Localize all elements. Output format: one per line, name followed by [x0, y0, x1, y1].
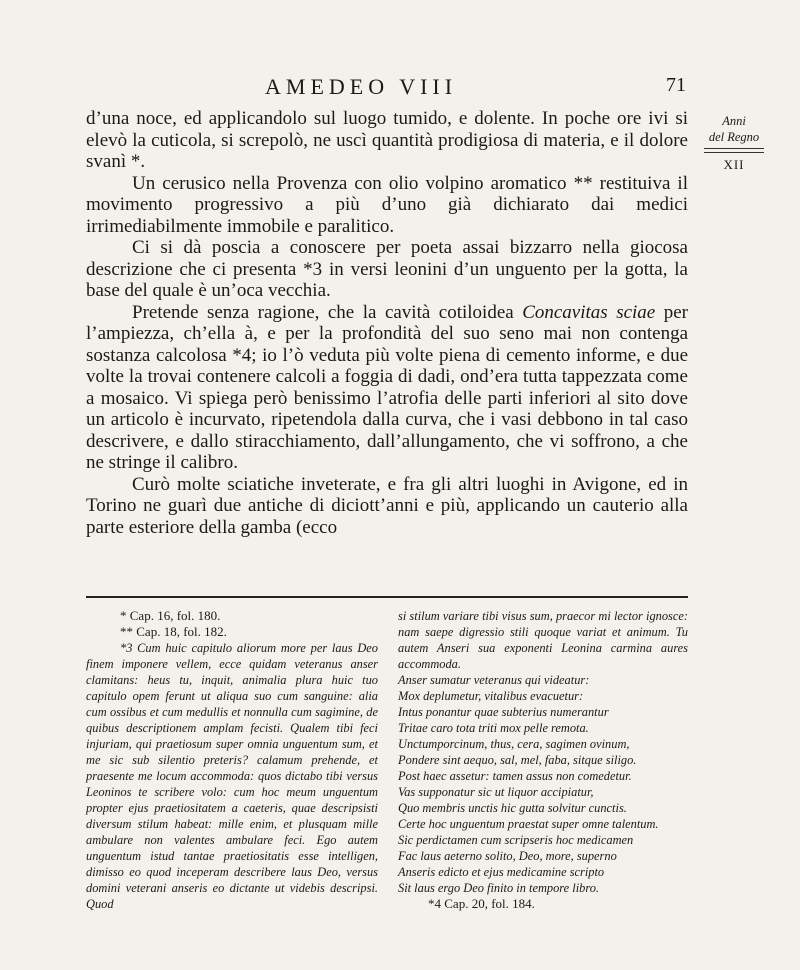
paragraph-4-part-a: Pretende senza ragione, che la cavità cotiloidea — [132, 301, 523, 323]
footnote-4: *4 Cap. 20, fol. 184. — [428, 896, 535, 911]
main-text — [86, 108, 688, 538]
verse-line: Intus ponantur quae subterius numerantur — [398, 705, 609, 719]
verse-line: Sit laus ergo Deo finito in tempore libro. — [398, 881, 599, 895]
verse-line: Vas supponatur sic ut liquor accipiatur, — [398, 785, 594, 799]
verse-line: Sic perdictamen cum scripseris hoc medicamen — [398, 833, 634, 847]
verse-line: Post haec assetur: tamen assus non comedetur. — [398, 769, 632, 783]
page-number: 71 — [666, 74, 686, 96]
paragraph-4-part-b: per l’ampiezza, ch’ella à, e per la profondità del suo seno mai non contenga sostanza calcolosa *4; io l’ò veduta più volte piena di cemento informe, e due volte la trovai contenere calcoli a foggia di dadi, ond’era tutta tappezzata come a mosaico. Vi spiega però benissimo l’atrofia delle parti inferiori al sito dove un articolo è incurvato, ripetendola dalla curva, che i vasi debbono in tal caso descrivere, e dallo stiracchiamento, dall’allungamento, che vi soffrono, a che ne stringe il calibro. — [86, 301, 688, 473]
verse-line: Anser sumatur veteranus qui videatur: — [398, 673, 590, 687]
verse-line: Pondere sint aequo, sal, mel, faba, sitque siligo. — [398, 753, 637, 767]
verse-line: Certe hoc unguentum praestat super omne talentum. — [398, 817, 659, 831]
paragraph-2: Un cerusico nella Provenza con olio volpino aromatico ** restituiva il movimento progressivo a più d’uno già dichiarato dai medici irrimediabilmente immobile e paralitico. — [86, 172, 688, 237]
footnote-1: * Cap. 16, fol. 180. — [120, 608, 221, 623]
paragraph-5: Curò molte sciatiche inveterate, e fra gli altri luoghi in Avigone, ed in Torino ne guarì due antiche di diciott’anni e più, applicando un cauterio alla parte esteriore della gamba (ecco — [86, 473, 688, 538]
running-title: AMEDEO VIII — [265, 74, 458, 99]
footnotes-right-column — [398, 608, 688, 912]
margin-note — [698, 113, 770, 173]
paragraph-4-latin-term: Concavitas sciae — [522, 301, 656, 323]
page-header — [0, 74, 800, 104]
verse-line: Unctumporcinum, thus, cera, sagimen ovinum, — [398, 737, 630, 751]
paragraph-4 — [86, 302, 688, 474]
verse-line: Tritae caro tota triti mox pelle remota. — [398, 721, 589, 735]
paragraph-1: d’una noce, ed applicandolo sul luogo tumido, e dolente. In poche ore ivi si elevò la cuticola, si screpolò, ne uscì quantità prodigiosa di materia, e il dolore svanì *. — [86, 108, 688, 172]
footnote-3-continued: si stilum variare tibi visus sum, praecor mi lector ignosce: nam saepe digressio stili quoque variat et animum. Tu autem Anseri sua exponenti Leonina carmina aures accommoda. — [398, 609, 688, 671]
margin-note-rule — [704, 148, 764, 153]
margin-note-reign-number: XII — [723, 157, 745, 172]
verse-line: Mox deplumetur, vitalibus evacuetur: — [398, 689, 584, 703]
footnote-divider — [86, 596, 688, 598]
verse-line: Quo membris unctis hic gutta solvitur cunctis. — [398, 801, 627, 815]
footnote-3: *3 Cum huic capitulo aliorum more per laus Deo finem imponere vellem, ecce quidam veteranus anser clamitans: heus tu, inquit, animalia plura huic tuo capitulo opem ferunt ut aliqua suo cum sanguine: alia cum ossibus et cum medullis et nonnulla cum sagimine, de quibus descriptionem amplam fecisti. Qualem tibi feci injuriam, qui praetiosum super omnia unguentum sum, et me sic sub silentio preteris? calamum prehende, et praesente me locum accommoda: quos dictabo tibi versus Leoninos te scribere volo: cum hoc meum unguentum propter ejus praetiositatem a caeteris, quae descripsisti diversum stilum habeat: mille enim, et plusquam mille ambulare non valentes ambulare feci. Ego autem unguentum istud tantae praetiositatis esse intelligen, dimisso eo quod inceperam describere laus Deo, versus domini veterani anseris eo dictante ut videbis descripsi. Quod — [86, 641, 378, 911]
verse-line: Anseris edicto et ejus medicamine scripto — [398, 865, 605, 879]
paragraph-3: Ci si dà poscia a conoscere per poeta assai bizzarro nella giocosa descrizione che ci presenta *3 in versi leonini d’un unguento per la gotta, la base del quale è un’oca vecchia. — [86, 237, 688, 301]
margin-note-reign-label: del Regno — [708, 130, 760, 144]
footnotes-left-column — [86, 608, 378, 912]
verse-line: Fac laus aeterno solito, Deo, more, superno — [398, 849, 617, 863]
footnote-2: ** Cap. 18, fol. 182. — [120, 624, 227, 639]
margin-note-years: Anni — [722, 114, 746, 128]
